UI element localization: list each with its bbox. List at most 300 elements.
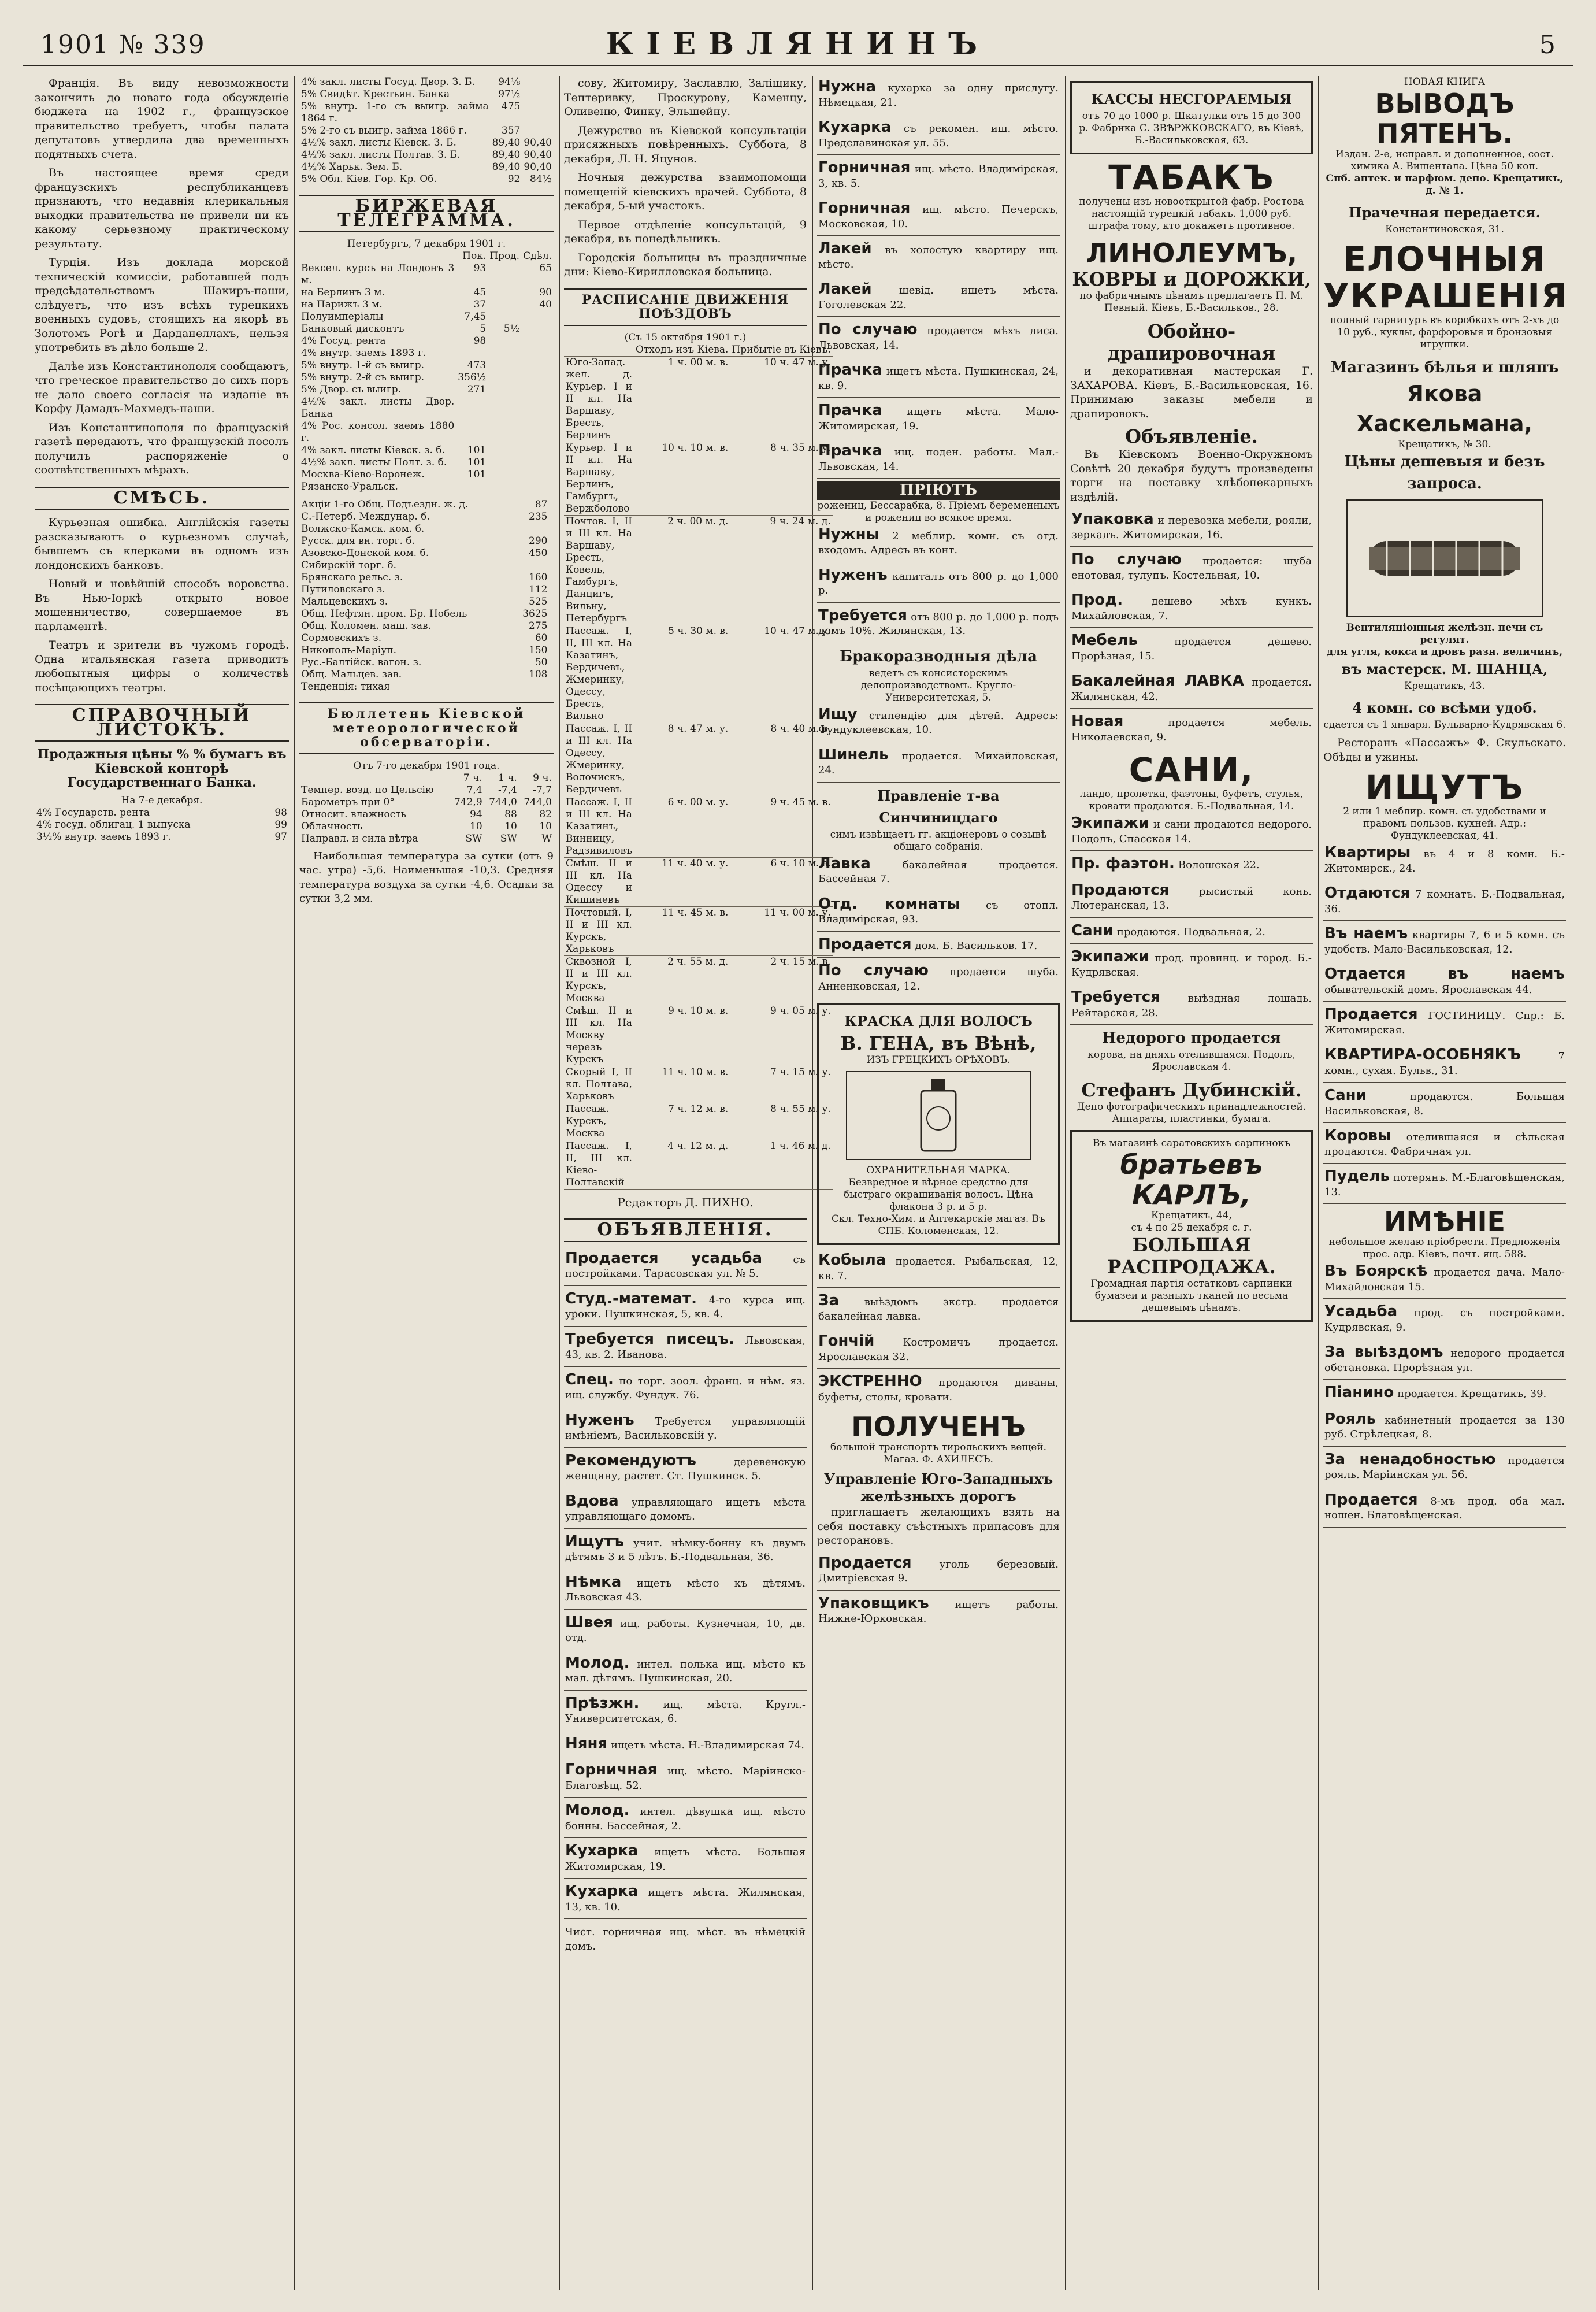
- ad-text: продается. Михайловская, 24.: [818, 750, 1059, 776]
- value-cell: 9 ч. 24 м. д.: [730, 515, 832, 625]
- name-cell: Смѣш. II и III кл. На Москву черезъ Курскъ: [564, 1005, 634, 1066]
- classified-ad: [817, 960, 1060, 998]
- stock-table-2: [299, 499, 554, 693]
- ads-list-6: [817, 1553, 1060, 1631]
- name-cell: Сормовскихъ з.: [301, 632, 382, 644]
- ad-keyword: Упаковщикъ: [818, 1594, 929, 1612]
- value-cell: 84½: [529, 173, 552, 185]
- classified-ad: [1070, 813, 1313, 851]
- ad-text: ищетъ работы. Нижне-Юрковская.: [818, 1598, 1059, 1625]
- value-cell: [522, 76, 554, 88]
- birzh-subtitle: Петербургъ, 7 декабря 1901 г.: [347, 238, 506, 250]
- value-cell: SW: [465, 832, 482, 844]
- value-cell: [549, 572, 554, 584]
- stefan-text: Депо фотографическихъ принадлежностей. Аппараты, пластинки, бумага.: [1077, 1101, 1307, 1125]
- name-cell: Москва-Кіево-Воронеж.: [301, 469, 425, 480]
- table-row: [564, 857, 833, 906]
- ad-keyword: Нужны: [818, 525, 880, 543]
- column-news: [35, 76, 289, 2290]
- karl-name: братьевъ КАРЛЪ,: [1120, 1149, 1263, 1210]
- stefan-title: Стефанъ Дубинскій.: [1081, 1079, 1302, 1101]
- ad-keyword: Вдова: [565, 1492, 619, 1510]
- value-cell: [549, 669, 554, 681]
- table-row: [299, 457, 554, 469]
- table-row: [564, 1103, 833, 1140]
- ad-keyword: За ненадобностью: [1324, 1450, 1496, 1468]
- value-cell: 10 ч. 10 м. в.: [634, 442, 730, 515]
- ad-keyword: Нѣмка: [565, 1573, 622, 1591]
- ad-text: 7 комнатъ. Б.-Подвальная, 36.: [1324, 888, 1565, 915]
- value-cell: 94: [470, 808, 482, 820]
- spravochny-date: На 7-е декабря.: [121, 794, 203, 806]
- ad-keyword: Кухарка: [818, 118, 892, 136]
- name-cell: 5% внутр. 1-го съ выигр. займа 1864 г.: [301, 101, 489, 124]
- ad-text: выѣздная лошадь. Рейтарская, 28.: [1071, 992, 1312, 1019]
- ad-keyword: Экипажи: [1071, 948, 1149, 965]
- newspaper-page: [23, 23, 1573, 2295]
- kniga-text: Издан. 2-е, исправл. и дополненное, сост. химика А. Вишентала. Цѣна 50 коп.: [1335, 149, 1554, 172]
- value-cell: 7,4: [466, 784, 482, 796]
- classified-ad: [1070, 987, 1313, 1025]
- ad-text: 2 меблир. комн. съ отд. входомъ. Адресъ въ конт.: [818, 529, 1059, 556]
- paragraph: Турція. Изъ доклада морской техническій комиссіи, работавшей подъ предсѣдательствомъ Шакиръ-паши, слѣдуетъ, что изъ всѣхъ турецкихъ военныхъ судовъ, стоящихъ на якорѣ въ Золотомъ Рогѣ и Дарданеллахъ, нельзя употребить въ дѣло больше 2.: [35, 256, 289, 354]
- karl-big: БОЛЬШАЯ РАСПРОДАЖА.: [1107, 1234, 1276, 1278]
- name-cell: 5% Свидѣт. Крестьян. Банка: [301, 88, 450, 100]
- ad-text: 8-мъ прод. оба мал. ношен. Благовѣщенская.: [1324, 1495, 1565, 1521]
- value-cell: 475: [501, 101, 521, 112]
- table-row: [564, 906, 833, 955]
- linoleum-sub: КОВРЫ и ДОРОЖКИ,: [1072, 268, 1311, 290]
- column-schedule: [564, 76, 831, 2290]
- header-cell: 1 ч.: [498, 772, 517, 784]
- pravl-text: симъ извѣщаетъ гг. акціонеровъ о созывѣ общаго собранія.: [830, 828, 1047, 853]
- classified-ad: [817, 279, 1060, 317]
- ad-text: въ холостую квартиру ищ. мѣсто.: [818, 244, 1059, 271]
- classified-ad: [817, 1290, 1060, 1328]
- value-cell: [514, 560, 550, 572]
- ad-keyword: Въ Боярскѣ: [1324, 1262, 1428, 1280]
- ad-text: недорого продается обстановка. Прорѣзная ул.: [1324, 1347, 1565, 1374]
- ad-text: ищ. мѣсто. Владимірская, 3, кв. 5.: [818, 163, 1059, 190]
- paragraph: Дежурство въ Кіевской консультаціи присяжныхъ повѣренныхъ. Суббота, 8 декабря, Л. Н. Яцунов.: [564, 124, 807, 165]
- classified-ad: [564, 1733, 807, 1758]
- value-cell: 89,40: [492, 161, 521, 173]
- ad-keyword: Кобыла: [818, 1251, 886, 1269]
- classified-ad: [1323, 1004, 1566, 1042]
- ad-text: продается рояль. Маріинская ул. 56.: [1324, 1454, 1565, 1481]
- name-cell: Волжско-Камск. ком. б.: [301, 523, 425, 535]
- prach-text: Константиновская, 31.: [1385, 224, 1504, 235]
- ad-text: и перевозка мебели, рояли, зеркалъ. Житомирская, 16.: [1071, 514, 1312, 541]
- value-cell: 357: [501, 125, 521, 136]
- ad-text: рысистый конь. Лютеранская, 13.: [1071, 885, 1312, 912]
- value-cell: 3625: [522, 608, 548, 620]
- value-cell: 101: [467, 469, 487, 480]
- name-cell: Полуимперіалы: [301, 311, 384, 323]
- classified-ad: [1323, 1382, 1566, 1406]
- value-cell: 742,9: [454, 796, 482, 808]
- classified-ad: [1323, 1409, 1566, 1447]
- name-cell: Общ. Нефтян. пром. Бр. Нобель: [301, 608, 467, 620]
- header-cell: [299, 772, 449, 784]
- table-row: [299, 323, 554, 335]
- name-cell: Путиловскаго з.: [301, 584, 385, 595]
- ad-text: ищетъ мѣста. Большая Житомирская, 19.: [565, 1846, 806, 1873]
- header-cell: Прибытіе въ Кіевъ.: [730, 344, 832, 357]
- value-cell: [488, 372, 521, 384]
- ad-text: ищ. мѣста. Кругл.-Университетская, 6.: [565, 1698, 806, 1725]
- value-cell: [521, 481, 554, 493]
- rest-text: Ресторанъ «Пассажъ» Ф. Скульскаго. Обѣды и ужины.: [1323, 736, 1566, 764]
- value-cell: 2 ч. 15 м. в.: [730, 955, 832, 1005]
- value-cell: 8 ч. 35 м. у.: [730, 442, 832, 515]
- schedule-subtitle: (Съ 15 октября 1901 г.): [624, 331, 747, 343]
- value-cell: 65: [539, 262, 552, 274]
- value-cell: [488, 262, 521, 287]
- table-row: [35, 819, 289, 831]
- classified-ad: [1323, 964, 1566, 1002]
- value-cell: [521, 444, 554, 457]
- classified-ad: [564, 1450, 807, 1488]
- name-cell: 4% внутр. заемъ 1893 г.: [301, 347, 426, 359]
- paragraph: Театръ и зрители въ чужомъ городѣ. Одна итальянская газета приводитъ любопытныя цифры о количествѣ посѣщающихъ театры.: [35, 639, 289, 694]
- classified-ad: [817, 360, 1060, 398]
- value-cell: [488, 469, 521, 481]
- paragraph: Городскія больницы въ праздничные дни: Кіево-Кирилловская больница.: [564, 251, 807, 278]
- value-cell: 94⅛: [498, 76, 521, 88]
- top-continuation: сову, Житомиру, Заславлю, Заліщику, Тептеривку, Проскурову, Каменцу, Оливеню, Финку, Эльшейну.: [564, 77, 807, 118]
- brako-title: Бракоразводныя дѣла: [840, 647, 1037, 665]
- birzh-heading: БИРЖЕВАЯ ТЕЛЕГРАММА.: [299, 195, 554, 232]
- table-row: [299, 833, 554, 845]
- ad-keyword: Продается: [1324, 1006, 1418, 1023]
- ads-list: [817, 76, 1060, 479]
- value-cell: 90,40: [524, 149, 552, 161]
- table-row: [299, 572, 554, 584]
- name-cell: Почтовый. I, II и III кл. Курскъ, Харьковъ: [564, 906, 634, 955]
- classified-ad: [817, 440, 1060, 479]
- vent-shop: въ мастерск. М. ШАНЦА,: [1341, 661, 1548, 677]
- header-cell: Прод.: [489, 250, 520, 262]
- brako-text: ведетъ съ консисторскимъ делопроизводствомъ. Кругло-Университетская, 5.: [860, 667, 1016, 703]
- value-cell: 10: [470, 820, 482, 832]
- value-cell: [549, 535, 554, 547]
- classified-ad: [817, 1250, 1060, 1288]
- ad-keyword: Мебель: [1071, 632, 1138, 649]
- name-cell: Скорый I, II кл. Полтава, Харьковъ: [564, 1066, 634, 1103]
- name-cell: Тенденція: тихая: [301, 681, 390, 692]
- value-cell: [549, 523, 554, 535]
- value-cell: 1 ч. 46 м. д.: [730, 1140, 832, 1189]
- karl-dates: съ 4 по 25 декабря с. г.: [1131, 1222, 1252, 1233]
- classified-ad: [817, 1553, 1060, 1591]
- ad-keyword: По случаю: [818, 321, 918, 338]
- classified-ad: [817, 117, 1060, 155]
- ad-keyword: Новая: [1071, 713, 1124, 730]
- ad-keyword: Квартиры: [1324, 844, 1411, 861]
- classified-ad: [564, 1410, 807, 1448]
- ad-keyword: Горничная: [818, 199, 911, 217]
- value-cell: [521, 420, 554, 444]
- value-cell: 88: [504, 808, 517, 820]
- name-cell: Пассаж. I, II и III кл. На Одессу, Жмеринку, Волочискъ, Бердичевъ: [564, 722, 634, 796]
- ad-keyword: Молод.: [565, 1654, 630, 1672]
- ad-keyword: Продаются: [1071, 881, 1170, 899]
- value-cell: [522, 125, 554, 137]
- name-cell: Темпер. возд. по Цельсію: [301, 784, 434, 796]
- value-cell: 1 ч. 00 м. в.: [634, 356, 730, 442]
- ads-list-4: [817, 853, 1060, 999]
- kraska-shop: Скл. Техно-Хим. и Аптекарскіе магаз. Въ СПБ. Коломенская, 12.: [832, 1213, 1045, 1237]
- table-row: [564, 955, 833, 1005]
- classified-ad: [817, 605, 1060, 643]
- classified-ad: [817, 1331, 1060, 1369]
- ad-text: ищетъ мѣста. Пушкинская, 24, кв. 9.: [818, 365, 1059, 392]
- value-cell: 5½: [503, 323, 520, 335]
- ad-keyword: Прачка: [818, 402, 882, 419]
- column-ads-2: [1070, 76, 1313, 2290]
- table-row: [299, 809, 554, 821]
- classified-ad: [1070, 670, 1313, 709]
- value-cell: 97: [274, 831, 287, 843]
- ad-text: продается. Рыбальская, 12, кв. 7.: [818, 1255, 1059, 1282]
- table-row: [564, 796, 833, 857]
- table-row: [299, 608, 554, 620]
- value-cell: 50: [535, 657, 548, 668]
- ad-text: по торг. зоол. франц. и нѣм. яз. ищ. службу. Фундук. 76.: [565, 1374, 806, 1401]
- ads-list: [1070, 509, 1313, 749]
- value-cell: 112: [529, 584, 548, 595]
- birzh-table: [299, 250, 554, 493]
- value-cell: -7,4: [498, 784, 517, 796]
- ad-keyword: Экипажи: [1071, 814, 1149, 832]
- table-row: [299, 547, 554, 560]
- value-cell: [549, 584, 554, 596]
- ad-keyword: Нужна: [818, 78, 877, 95]
- ad-keyword: Молод.: [565, 1802, 630, 1819]
- name-cell: 5% внутр. 2-й съ выигр.: [301, 372, 425, 383]
- ad-keyword: Лавка: [818, 854, 871, 872]
- ad-keyword: Горничная: [565, 1761, 658, 1779]
- vent-title: Вентиляціонныя желѣзн. печи съ регулят.: [1346, 622, 1543, 646]
- obyav-text: Въ Кіевскомъ Военно-Окружномъ Совѣтѣ 20 декабря будутъ произведены торги на поставку хлѣбопекарныхъ издѣлій.: [1070, 448, 1313, 503]
- name-cell: Смѣш. II и III кл. На Одессу и Кишиневъ: [564, 857, 634, 906]
- classified-ad: [1070, 630, 1313, 668]
- value-cell: 6 ч. 10 м. в.: [730, 857, 832, 906]
- name-cell: Пассаж. Курскъ, Москва: [564, 1103, 634, 1140]
- value-cell: 89,40: [492, 137, 521, 149]
- classified-ad: [817, 76, 1060, 114]
- value-cell: 90,40: [524, 137, 552, 149]
- kraska-ad: [817, 1003, 1060, 1245]
- ad-text: дом. Б. Васильков. 17.: [915, 939, 1038, 952]
- table-row: [564, 356, 833, 442]
- value-cell: [549, 560, 554, 572]
- value-cell: [549, 596, 554, 608]
- name-cell: Юго-Запад. жел. д. Курьер. I и II кл. На Варшаву, Бресть, Берлинъ: [564, 356, 634, 442]
- table-row: [299, 173, 554, 186]
- table-row: [35, 831, 289, 843]
- paragraph: Ночныя дежурства взаимопомощи помещеній кіевскихъ врачей. Суббота, 8 декабря, 5-ый участокъ.: [564, 171, 807, 212]
- table-row: [299, 523, 554, 535]
- ad-text: Волошская 22.: [1178, 859, 1260, 871]
- table-row: [299, 469, 554, 481]
- imenie-text: небольшое желаю пріобрести. Предложенія прос. адр. Кіевъ, почт. ящ. 588.: [1328, 1236, 1561, 1260]
- column-rule: [559, 76, 560, 2290]
- name-cell: 5% 2-го съ выигр. займа 1866 г.: [301, 125, 467, 136]
- table-row: [299, 125, 554, 137]
- table-row: [564, 625, 833, 722]
- mag-addr: Крещатикъ, № 30.: [1398, 439, 1491, 450]
- train-table: [564, 344, 833, 1190]
- value-cell: 10 ч. 47 м. у.: [730, 625, 832, 722]
- value-cell: [521, 323, 554, 335]
- karl-ad: [1070, 1130, 1313, 1322]
- ad-text: съ постройками. Тарасовская ул. № 5.: [565, 1253, 806, 1280]
- value-cell: 5 ч. 30 м. в.: [634, 625, 730, 722]
- ad-text: продается. Крещатикъ, 39.: [1397, 1388, 1547, 1400]
- ads-list-2: [1323, 1261, 1566, 1528]
- ad-keyword: Продается: [818, 935, 912, 953]
- classified-ad: [564, 1491, 807, 1529]
- table-row: [299, 644, 554, 657]
- value-cell: 2 ч. 00 м. д.: [634, 515, 730, 625]
- table-row: [299, 535, 554, 547]
- kassy-ad: [1070, 81, 1313, 154]
- header-cell: Пок.: [462, 250, 487, 262]
- ads-list: [564, 1248, 807, 1920]
- value-cell: 45: [473, 287, 487, 298]
- value-cell: -7,7: [533, 784, 552, 796]
- kassy-text: отъ 70 до 1000 р. Шкатулки отъ 15 до 300 р. Фабрика С. ЗВѢРЖКОВСКАГО, въ Кіевѣ, Б.-Васильковская, 63.: [1079, 110, 1304, 146]
- ad-text: ищетъ мѣста. Н.-Владимирская 74.: [611, 1739, 805, 1751]
- masthead: [23, 23, 1573, 66]
- paragraph: Франція. Въ виду невозможности закончить до новаго года обсужденіе бюджета на 1902 г., французское правительство требуетъ, чтобы палата депутатовъ утвердила два временныхъ подятныхъ счета.: [35, 77, 289, 161]
- table-row: [564, 515, 833, 625]
- column-finance: [299, 76, 554, 2290]
- ad-keyword: Шинель: [818, 746, 889, 764]
- value-cell: 10: [504, 820, 517, 832]
- value-cell: 99: [274, 818, 287, 831]
- name-cell: Рус.-Балтійск. вагон. з.: [301, 657, 422, 668]
- ad-keyword: Рояль: [1324, 1410, 1376, 1428]
- ad-keyword: Прод.: [1071, 591, 1123, 609]
- table-row: [299, 669, 554, 681]
- classified-ad: [817, 198, 1060, 236]
- value-cell: 8 ч. 47 м. у.: [634, 722, 730, 796]
- page-number: 5: [1539, 30, 1556, 60]
- value-cell: 98: [274, 806, 287, 818]
- ad-text: дешево мѣхъ кункъ. Михайловская, 7.: [1071, 595, 1312, 622]
- value-cell: 160: [529, 572, 548, 583]
- name-cell: Пассаж. I, II и III кл. На Казатинъ, Винницу, Радзивиловъ: [564, 796, 634, 857]
- upr-title: Управленіе Юго-Западныхъ желѣзныхъ дорогъ: [823, 1470, 1053, 1505]
- paragraph: Новый и новѣйшій способъ воровства. Въ Нью-Іоркѣ открыто новое мошенничество, совершаемое въ парламентѣ.: [35, 577, 289, 633]
- ad-keyword: Пудель: [1324, 1168, 1390, 1185]
- bulletin-table: [299, 772, 554, 845]
- value-cell: [488, 299, 521, 311]
- ad-text: кабинетный продается за 130 руб. Стрѣлецкая, 8.: [1324, 1414, 1565, 1440]
- ad-text: ищ. мѣсто. Маріинско-Благовѣщ. 52.: [565, 1765, 806, 1792]
- ad-text: ищетъ мѣсто къ дѣтямъ. Львовская 43.: [565, 1577, 806, 1603]
- ad-text: ищетъ мѣста. Жилянская, 13, кв. 10.: [565, 1887, 806, 1913]
- ad-keyword: Требуется: [818, 606, 907, 624]
- ad-keyword: Рекомендуютъ: [565, 1451, 696, 1469]
- value-cell: 11 ч. 40 м. у.: [634, 857, 730, 906]
- ad-text: потерянъ. М.-Благовѣщенская, 13.: [1324, 1172, 1565, 1198]
- ad-text: въ 4 и 8 комн. Б.-Житомирск., 24.: [1324, 848, 1565, 875]
- classified-ad: [817, 704, 1060, 742]
- table-row: [299, 101, 554, 125]
- name-cell: Почтов. I, II и III кл. На Варшаву, Бресть, Ковель, Гамбургъ, Данцигъ, Вильну, Петербургъ: [564, 515, 634, 625]
- value-cell: 7 ч. 15 м. у.: [730, 1066, 832, 1103]
- ad-text: ищ. мѣсто. Печерскъ, Московская, 10.: [818, 203, 1059, 230]
- header-cell: 9 ч.: [533, 772, 552, 784]
- value-cell: [521, 396, 554, 420]
- name-cell: Банковый дисконтъ: [301, 323, 404, 335]
- value-cell: [514, 681, 550, 693]
- value-cell: 101: [467, 457, 487, 468]
- kniga-title: ВЫВОДЪ ПЯТЕНЪ.: [1375, 88, 1515, 149]
- ad-keyword: Прачка: [818, 442, 882, 460]
- table-row: [299, 384, 554, 396]
- bulletin-text: Наибольшая температура за сутки (отъ 9 час. утра) -5,6. Наименьшая -10,3. Средняя температура воздуха за сутки -4,6. Осадки за сутки 3,2 мм.: [299, 850, 554, 905]
- classified-ad: [817, 934, 1060, 958]
- karl-addr: Крещатикъ, 44,: [1150, 1210, 1233, 1221]
- ad-keyword: Піанино: [1324, 1384, 1394, 1401]
- ishchut-title: ИЩУТЪ: [1365, 768, 1524, 807]
- kraska-sub: ИЗЪ ГРЕЦКИХЪ ОРѢХОВЪ.: [866, 1054, 1011, 1066]
- value-cell: 60: [535, 632, 548, 644]
- value-cell: 8 ч. 55 м. у.: [730, 1103, 832, 1140]
- value-cell: [514, 523, 550, 535]
- value-cell: 290: [529, 535, 548, 547]
- classified-ad: [1323, 1125, 1566, 1164]
- table-row: [299, 796, 554, 809]
- kniga-pre: НОВАЯ КНИГА: [1404, 76, 1486, 88]
- ad-text: отелившаяся и сѣльская продаются. Фабричная ул.: [1324, 1131, 1565, 1158]
- name-cell: 4% Госуд. рента: [301, 335, 386, 347]
- value-cell: 90,40: [524, 161, 552, 173]
- value-cell: SW: [500, 832, 517, 844]
- ad-keyword: Отдаются: [1324, 884, 1411, 902]
- ad-keyword: Бакалейная ЛАВКА: [1071, 672, 1244, 690]
- ishchut-text: 2 или 1 меблир. комн. съ удобствами и правомъ пользов. кухней. Адр.: Фундуклеевская, 41.: [1343, 806, 1546, 842]
- ad-keyword: Ищу: [818, 705, 858, 723]
- ad-text: Львовская, 43, кв. 2. Иванова.: [565, 1334, 806, 1361]
- classified-ad: [564, 1653, 807, 1691]
- table-row: [299, 784, 554, 796]
- ad-keyword: Продается: [1324, 1491, 1418, 1509]
- ad-text: кухарка за одну прислугу. Нѣмецкая, 21.: [818, 82, 1059, 109]
- classified-ad: [1323, 1166, 1566, 1204]
- ads-heading: ОБЪЯВЛЕНІЯ.: [564, 1218, 807, 1242]
- value-cell: [456, 420, 488, 444]
- value-cell: [488, 360, 521, 372]
- classified-ad: [1323, 1490, 1566, 1528]
- name-cell: 4½% закл. листы Двор. Банка: [301, 396, 455, 420]
- nedor-title: Недорого продается: [1101, 1029, 1282, 1047]
- value-cell: 11 ч. 10 м. в.: [634, 1066, 730, 1103]
- column-rule: [1065, 76, 1066, 2290]
- ad-keyword: ЭКСТРЕННО: [818, 1373, 922, 1390]
- classified-ad: [564, 1329, 807, 1367]
- table-row: [564, 442, 833, 515]
- value-cell: [488, 384, 521, 396]
- value-cell: 525: [529, 596, 548, 607]
- ad-keyword: За: [818, 1292, 840, 1309]
- ad-text: ГОСТИНИЦУ. Спр.: Б. Житомирская.: [1324, 1010, 1565, 1036]
